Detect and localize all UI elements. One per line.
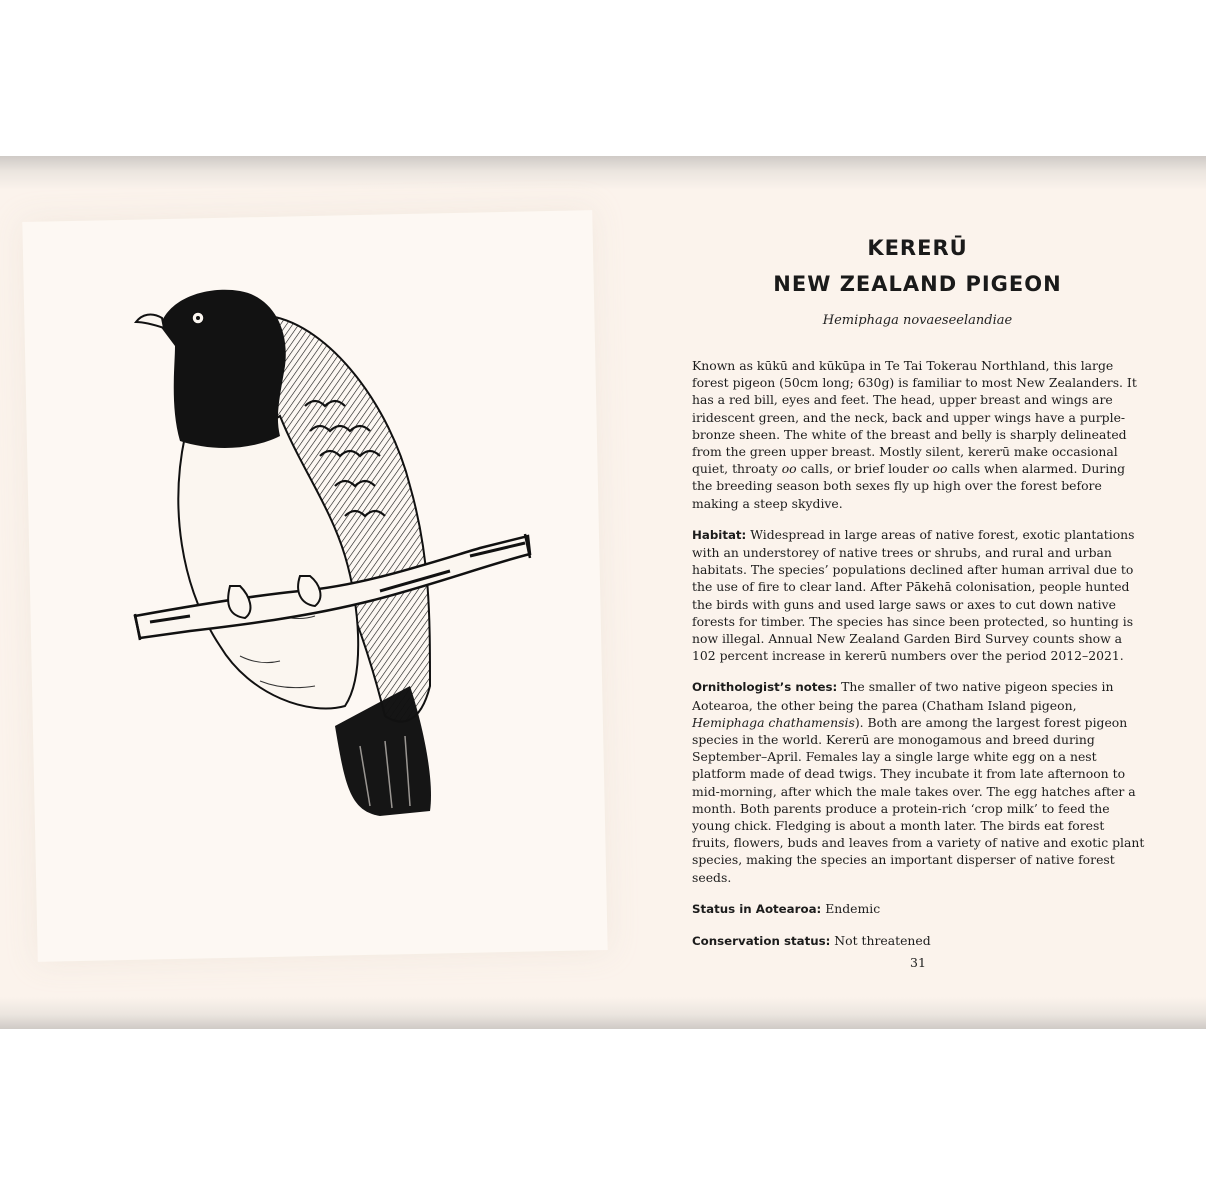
habitat-label: Habitat:: [692, 527, 747, 542]
habitat-paragraph: [692, 526, 1146, 665]
notes-species-name: Hemiphaga chathamensis: [692, 714, 855, 730]
maori-name-heading: KERERŪ: [867, 236, 968, 260]
notes-text-b: ). Both are among the largest forest pigeon species in the world. Kererū are monogamous and breed during September–April. Females lay a single large white egg on a nest platform made of dead twigs. They incubate it from late afternoon to mid-morning, after which the male takes over. The egg hatches after a month. Both parents produce a protein-rich ‘crop milk’ to feed the young chick. Fledging is about a month later. The birds eat forest fruits, flowers, buds and leaves from a variety of native and exotic plant species, making the species an important disperser of native forest seeds.: [692, 714, 1145, 885]
species-title-block: [690, 230, 1145, 328]
book-spread: [0, 156, 1206, 1029]
notes-paragraph: [692, 678, 1146, 885]
species-description: [692, 357, 1146, 964]
top-shadow: [0, 156, 1206, 190]
habitat-text: Widespread in large areas of native forest, exotic plantations with an understorey of native trees or shrubs, and rural and urban habitats. The species’ populations declined after human arrival due to the use of fire to clear land. After Pākehā colonisation, people hunted the birds with guns and used large saws or axes to cut down native forests for timber. The species has since been protected, so hunting is now illegal. Annual New Zealand Garden Bird Survey counts show a 102 percent increase in kererū numbers over the period 2012–2021.: [692, 526, 1135, 664]
notes-text-a: The smaller of two native pigeon species in Aotearoa, the other being the parea (Chatham Island pigeon,: [692, 679, 1114, 713]
status-label: Status in Aotearoa:: [692, 901, 822, 916]
intro-text-c: calls when alarmed. During the breeding season both sexes fly up high over the forest before making a steep skydive.: [692, 461, 1126, 511]
intro-text-b: calls, or brief louder: [796, 461, 933, 477]
notes-label: Ornithologist’s notes:: [692, 680, 838, 695]
status-value: Endemic: [821, 900, 881, 916]
bottom-shadow: [0, 997, 1206, 1029]
beak: [136, 315, 164, 328]
intro-paragraph: [692, 357, 1146, 512]
head-hatching: [190, 324, 265, 394]
kereru-illustration: [130, 286, 550, 816]
call-word-2: oo: [932, 461, 948, 477]
intro-text-a: Known as kūkū and kūkūpa in Te Tai Tokerau Northland, this large forest pigeon (50cm long; 630g) is familiar to most New Zealanders. It has a red bill, eyes and feet. The head, upper breast and wings are iridescent green, and the neck, back and upper wings have a purple-bronze sheen. The white of the breast and belly is sharply delineated from the green upper breast. Mostly silent, kererū make occasional quiet, throaty: [692, 358, 1137, 477]
status-line: [692, 900, 1146, 918]
english-name-heading: NEW ZEALAND PIGEON: [773, 272, 1062, 296]
call-word-1: oo: [781, 461, 797, 477]
conservation-value: Not threatened: [830, 933, 931, 949]
conservation-label: Conservation status:: [692, 934, 831, 949]
scientific-name: Hemiphaga novaeseelandiae: [822, 313, 1013, 328]
page-number: 31: [910, 955, 926, 970]
conservation-line: [692, 932, 1146, 950]
